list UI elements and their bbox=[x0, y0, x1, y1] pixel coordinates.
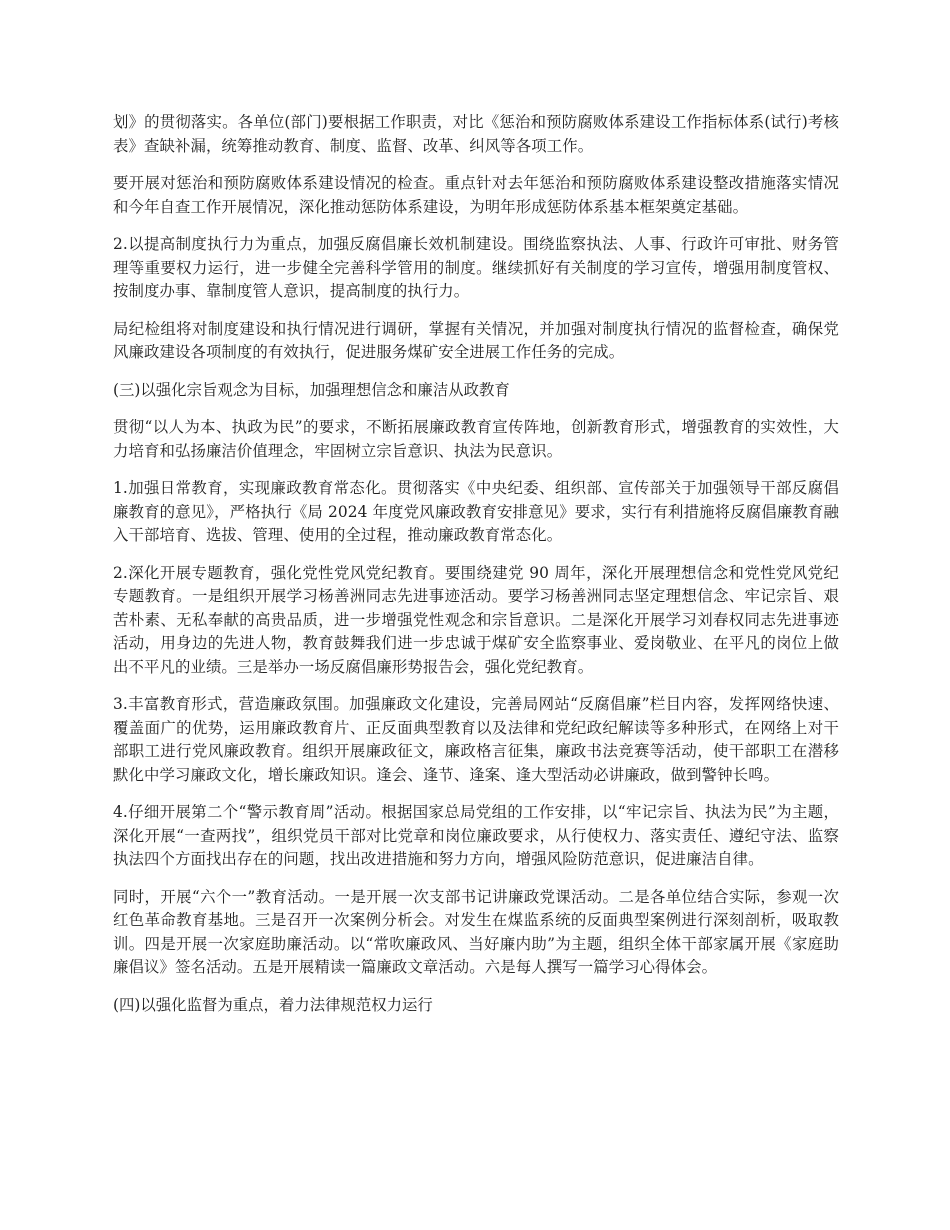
paragraph-education-forms: 3.丰富教育形式，营造廉政氛围。加强廉政文化建设，完善局网站“反腐倡廉”栏目内容，发挥网络快速、覆盖面广的优势，运用廉政教育片、正反面典型教育以及法律和党纪政纪解读等多种形式，在网络上对干部职工进行党风廉政教育。组织开展廉政征文，廉政格言征集，廉政书法竞赛等活动，使干部职工在潜移默化中学习廉政文化，增长廉政知识。逢会、逢节、逢案、逢大型活动必讲廉政，做到警钟长鸣。 bbox=[113, 695, 839, 784]
paragraph-warning-week: 4.仔细开展第二个“警示教育周”活动。根据国家总局党组的工作安排，以“牢记宗旨、执法为民”为主题，深化开展“一查两找”，组织党员干部对比党章和岗位廉政要求，从行使权力、落实责任、遵纪守法、监察执法四个方面找出存在的问题，找出改进措施和努力方向，增强风险防范意识，促进廉洁自律。 bbox=[113, 803, 839, 868]
paragraph-implementation: 划》的贯彻落实。各单位(部门)要根据工作职责，对比《惩治和预防腐败体系建设工作指标体系(试行)考核表》查缺补漏，统筹推动教育、制度、监督、改革、纠风等各项工作。 bbox=[113, 113, 839, 155]
paragraph-six-ones: 同时，开展“六个一”教育活动。一是开展一次支部书记讲廉政党课活动。二是各单位结合实际，参观一次红色革命教育基地。三是召开一次案例分析会。对发生在煤监系统的反面典型案例进行深刻剖析，吸取教训。四是开展一次家庭助廉活动。以“常吹廉政风、当好廉内助”为主题，组织全体干部家属开展《家庭助廉倡议》签名活动。五是开展精读一篇廉政文章活动。六是每人撰写一篇学习心得体会。 bbox=[113, 887, 839, 976]
paragraph-inspection: 要开展对惩治和预防腐败体系建设情况的检查。重点针对去年惩治和预防腐败体系建设整改措施落实情况和今年自查工作开展情况，深化推动惩防体系建设，为明年形成惩防体系基本框架奠定基础。 bbox=[113, 174, 839, 216]
document-body bbox=[113, 111, 839, 1031]
paragraph-system-execution: 2.以提高制度执行力为重点，加强反腐倡廉长效机制建设。围绕监察执法、人事、行政许可审批、财务管理等重要权力运行，进一步健全完善科学管用的制度。继续抓好有关制度的学习宣传，增强用制度管权、按制度办事、靠制度管人意识，提高制度的执行力。 bbox=[113, 235, 839, 300]
paragraph-daily-education: 1.加强日常教育，实现廉政教育常态化。贯彻落实《中央纪委、组织部、宣传部关于加强领导干部反腐倡廉教育的意见》，严格执行《局 2024 年度党风廉政教育安排意见》要求，实行有利措施将反腐倡廉教育融入干部培育、选拔、管理、使用的全过程，推动廉政教育常态化。 bbox=[113, 479, 839, 544]
paragraph-discipline-research: 局纪检组将对制度建设和执行情况进行调研，掌握有关情况，并加强对制度执行情况的监督检查，确保党风廉政建设各项制度的有效执行，促进服务煤矿安全进展工作任务的完成。 bbox=[113, 319, 839, 361]
paragraph-people-oriented: 贯彻“以人为本、执政为民”的要求，不断拓展廉政教育宣传阵地，创新教育形式，增强教育的实效性，大力培育和弘扬廉洁价值理念，牢固树立宗旨意识、执法为民意识。 bbox=[113, 418, 839, 460]
section-heading-four: (四)以强化监督为重点，着力法律规范权力运行 bbox=[113, 995, 433, 1014]
section-heading-three: (三)以强化宗旨观念为目标，加强理想信念和廉洁从政教育 bbox=[113, 380, 510, 399]
paragraph-special-education: 2.深化开展专题教育，强化党性党风党纪教育。要围绕建党 90 周年，深化开展理想信念和党性党风党纪专题教育。一是组织开展学习杨善洲同志先进事迹活动。要学习杨善洲同志坚定理想信念、牢记宗旨、艰苦朴素、无私奉献的高贵品质，进一步增强党性观念和宗旨意识。二是深化开展学习刘春权同志先进事迹活动，用身边的先进人物，教育鼓舞我们进一步忠诚于煤矿安全监察事业、爱岗敬业、在平凡的岗位上做出不平凡的业绩。三是举办一场反腐倡廉形势报告会，强化党纪教育。 bbox=[113, 563, 839, 676]
